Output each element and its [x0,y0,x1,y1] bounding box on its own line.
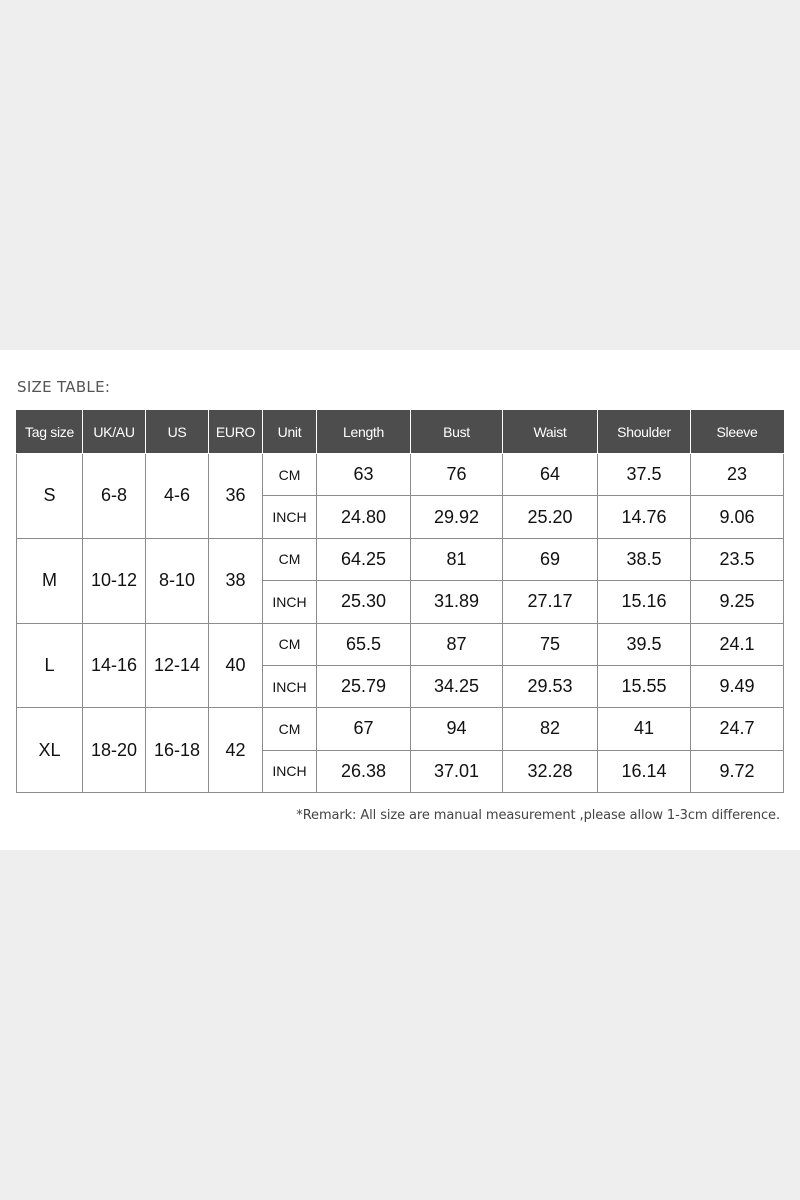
bust-cell: 87 [411,623,503,665]
bust-cell: 29.92 [411,496,503,538]
euro-cell: 40 [209,623,263,708]
table-row-s-cm [17,454,784,496]
us-cell: 12-14 [146,623,209,708]
sleeve-cell: 24.7 [691,708,784,750]
shoulder-cell: 16.14 [598,750,691,792]
tag-size-cell: L [17,623,83,708]
shoulder-cell: 15.55 [598,665,691,707]
unit-cell: CM [263,454,317,496]
us-cell: 8-10 [146,538,209,623]
shoulder-cell: 38.5 [598,538,691,580]
length-cell: 65.5 [317,623,411,665]
length-cell: 25.79 [317,665,411,707]
sleeve-cell: 23.5 [691,538,784,580]
sleeve-cell: 9.25 [691,581,784,623]
length-cell: 25.30 [317,581,411,623]
header-shoulder: Shoulder [598,411,691,454]
length-cell: 63 [317,454,411,496]
waist-cell: 29.53 [503,665,598,707]
uk-au-cell: 10-12 [83,538,146,623]
sleeve-cell: 23 [691,454,784,496]
shoulder-cell: 37.5 [598,454,691,496]
bust-cell: 94 [411,708,503,750]
unit-cell: INCH [263,496,317,538]
euro-cell: 36 [209,454,263,539]
waist-cell: 82 [503,708,598,750]
sleeve-cell: 9.06 [691,496,784,538]
waist-cell: 64 [503,454,598,496]
tag-size-cell: S [17,454,83,539]
waist-cell: 27.17 [503,581,598,623]
length-cell: 64.25 [317,538,411,580]
unit-cell: CM [263,623,317,665]
shoulder-cell: 41 [598,708,691,750]
header-sleeve: Sleeve [691,411,784,454]
shoulder-cell: 39.5 [598,623,691,665]
waist-cell: 75 [503,623,598,665]
shoulder-cell: 14.76 [598,496,691,538]
size-table-title: SIZE TABLE: [17,378,111,396]
header-row [17,411,784,454]
table-row-m-cm [17,538,784,580]
bust-cell: 34.25 [411,665,503,707]
header-uk-au: UK/AU [83,411,146,454]
bust-cell: 37.01 [411,750,503,792]
uk-au-cell: 14-16 [83,623,146,708]
shoulder-cell: 15.16 [598,581,691,623]
waist-cell: 25.20 [503,496,598,538]
table-row-xl-cm [17,708,784,750]
header-unit: Unit [263,411,317,454]
header-tag-size: Tag size [17,411,83,454]
tag-size-cell: XL [17,708,83,793]
euro-cell: 42 [209,708,263,793]
bust-cell: 76 [411,454,503,496]
us-cell: 4-6 [146,454,209,539]
bust-cell: 31.89 [411,581,503,623]
uk-au-cell: 6-8 [83,454,146,539]
waist-cell: 69 [503,538,598,580]
sleeve-cell: 24.1 [691,623,784,665]
unit-cell: INCH [263,581,317,623]
bust-cell: 81 [411,538,503,580]
waist-cell: 32.28 [503,750,598,792]
header-bust: Bust [411,411,503,454]
euro-cell: 38 [209,538,263,623]
us-cell: 16-18 [146,708,209,793]
size-table [16,410,784,793]
unit-cell: INCH [263,665,317,707]
header-us: US [146,411,209,454]
table-row-l-cm [17,623,784,665]
length-cell: 67 [317,708,411,750]
header-length: Length [317,411,411,454]
length-cell: 26.38 [317,750,411,792]
sleeve-cell: 9.49 [691,665,784,707]
unit-cell: CM [263,538,317,580]
unit-cell: INCH [263,750,317,792]
remark-note: *Remark: All size are manual measurement ,please allow 1-3cm difference. [296,808,780,823]
sleeve-cell: 9.72 [691,750,784,792]
unit-cell: CM [263,708,317,750]
tag-size-cell: M [17,538,83,623]
uk-au-cell: 18-20 [83,708,146,793]
header-waist: Waist [503,411,598,454]
size-table-panel [0,350,800,850]
length-cell: 24.80 [317,496,411,538]
header-euro: EURO [209,411,263,454]
